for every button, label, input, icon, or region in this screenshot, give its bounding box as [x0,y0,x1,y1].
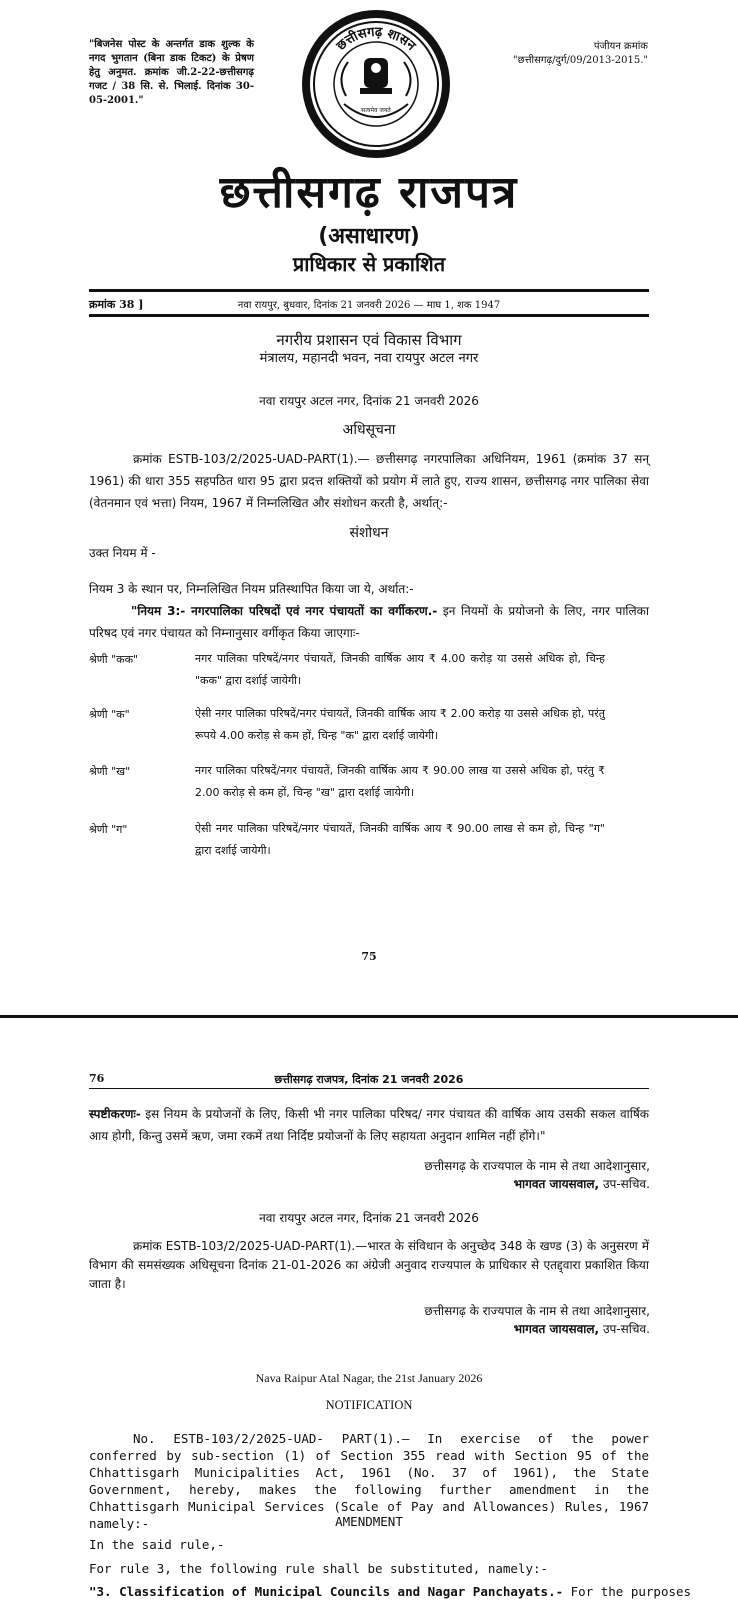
seal-icon [300,8,452,160]
running-head: छत्तीसगढ़ राजपत्र, दिनांक 21 जनवरी 2026 [274,1073,464,1086]
category-text: ऐसी नगर पालिका परिषदें/नगर पंचायतें, जिनकी वार्षिक आय ₹ 90.00 लाख से कम हो, चिन्ह "ग" द्वारा दर्शाई जायेगी। [195,822,605,857]
date-line-2: नवा रायपुर अटल नगर, दिनांक 21 जनवरी 2026 [259,1211,479,1225]
gazette-title: छत्तीसगढ़ राजपत्र [219,167,519,218]
english-date-line: Nava Raipur Atal Nagar, the 21st January 2026 [255,1371,483,1385]
seal-motto: सत्यमेव जयते [361,107,391,114]
registration-block [488,40,648,68]
english-said-rule: In the said rule,- [89,1537,225,1552]
explanation-text: इस नियम के प्रयोजनों के लिए, किसी भी नगर पालिका परिषद/ नगर पंचायत की वार्षिक आय उसकी सकल वार्षिक आय होगी, किन्तु उसमें ऋण, जमा रकमें तथा निर्दिष्ट प्रयोजनों के लिए सहायता अनुदान शामिल नहीं होंगे।" [89,1107,649,1143]
signature-block-2 [300,1302,650,1338]
english-substitution: For rule 3, the following rule shall be substituted, namely:- [89,1561,549,1576]
category-label: श्रेणी "ख" [89,765,131,778]
notification-intro: क्रमांक ESTB-103/2/2025-UAD-PART(1).— छत्तीसगढ़ नगरपालिका अधिनियम, 1961 (क्रमांक 37 सन् 1961) की धारा 355 सहपठित धारा 95 द्वारा प्रदत्त शक्तियों को प्रयोग में लाते हुए, राज्य शासन, छत्तीसगढ़ नगर पालिका सेवा (वेतनमान एवं भत्ता) नियम, 1967 में निम्नलिखित और संशोधन करती है, अर्थात्:- [89,452,649,510]
page-number: 75 [361,950,377,963]
substitution-line: नियम 3 के स्थान पर, निम्नलिखित नियम प्रतिस्थापित किया जा ये, अर्थात:- [89,582,414,596]
extraordinary-label: (असाधारण) [318,224,420,249]
signature-order: छत्तीसगढ़ के राज्यपाल के नाम से तथा आदेशानुसार, [424,1159,650,1173]
rule3-text: इन नियमों के प्रयोजनो के लिए, नगर पालिका परिषद एवं नगर पंचायत को निम्नानुसार वर्गीकृत किया जाएगाः- [89,604,649,640]
rule3-paragraph [89,600,649,644]
category-label: श्रेणी "ग" [89,823,128,836]
registration-number: "छत्तीसगढ़/दुर्ग/09/2013-2015." [513,55,648,66]
explanation-label: स्पष्टीकरणः- [89,1107,141,1121]
department-address: मंत्रालय, महानदी भवन, नवा रायपुर अटल नगर [259,351,479,366]
date-line: नवा रायपुर अटल नगर, दिनांक 21 जनवरी 2026 [259,394,479,408]
seal-text: छत्तीसगढ़ शासन [333,24,419,54]
category-label: श्रेणी "कक" [89,653,139,666]
page-number: 76 [89,1072,105,1085]
english-intro: No. ESTB-103/2/2025-UAD- PART(1).— In exercise of the power conferred by sub-section (1) of Section 355 read with Section 95 of the Chhattisgarh Municipalities Act, 1961 (No. 37 of 1961), the State Government, hereby, makes the following further amendment in the Chhattisgarh Municipal Services (Scale of Pay and Allowances) Rules, 1967 namely:- [89,1431,649,1531]
signatory-name: भागवत जायसवाल, [513,1177,600,1191]
english-rule3 [89,1584,691,1599]
registration-label: पंजीयन क्रमांक [593,41,648,52]
category-text: नगर पालिका परिषदें/नगर पंचायतें, जिनकी वार्षिक आय ₹ 90.00 लाख या उससे अधिक हो, परंतु ₹ 2.00 करोड़ से कम हों, चिन्ह "ख" द्वारा दर्शाई जायेगी। [195,764,605,799]
postal-notice: "बिजनेस पोस्ट के अन्तर्गत डाक शुल्क के नगद भुगतान (बिना डाक टिकट) के प्रेषण हेतु अनुमत. क्रमांक जी.2-22-छत्तीसगढ़ गजट / 38 सि. से. भिलाई. दिनांक 30-05-2001." [89,39,254,106]
department-name: नगरीय प्रशासन एवं विकास विभाग [276,331,462,349]
explanation-paragraph [89,1103,649,1147]
signature-order: छत्तीसगढ़ के राज्यपाल के नाम से तथा आदेशानुसार, [424,1304,650,1318]
state-seal [300,8,452,160]
in-said-rules: उक्त नियम में - [89,546,156,560]
category-text: नगर पालिका परिषदें/नगर पंचायतें, जिनकी वार्षिक आय ₹ 4.00 करोड़ या उससे अधिक हो, चिन्ह "कक" द्वारा दर्शाई जायेगी। [195,652,605,687]
rule3-heading: "नियम 3:- नगरपालिका परिषदों एवं नगर पंचायतों का वर्गीकरण.- [131,604,438,618]
running-head-rule [89,1088,649,1089]
signatory-name: भागवत जायसवाल, [513,1322,600,1336]
amendment-title: संशोधन [349,525,389,541]
header-rule-bottom [89,314,649,317]
english-rule3-text: For the purposes [563,1584,692,1599]
english-rule3-heading: "3. Classification of Municipal Councils and Nagar Panchayats.- [89,1584,564,1599]
category-text: ऐसी नगर पालिका परिषदें/नगर पंचायतें, जिनकी वार्षिक आय ₹ 2.00 करोड़ या उससे अधिक हो, परंतु रूपये 4.00 करोड़ से कम हों, चिन्ह "क" द्वारा दर्शाई जायेगी। [195,707,605,742]
page-separator [0,1015,738,1018]
issue-number: क्रमांक 38 ] [89,298,144,311]
signature-block-1 [300,1157,650,1193]
signatory-title: उप-सचिव. [599,1322,650,1336]
translation-note: क्रमांक ESTB-103/2/2025-UAD-PART(1).—भारत के संविधान के अनुच्छेद 348 के खण्ड (3) के अनुसरण में विभाग की समसंख्यक अधिसूचना दिनांक 21-01-2026 का अंग्रेजी अनुवाद राज्यपाल के प्राधिकार से एतद्द्वारा प्रकाशित किया जाता है। [89,1239,649,1291]
category-label: श्रेणी "क" [89,708,130,721]
english-notification-title: NOTIFICATION [325,1398,413,1412]
header-rule-top [89,289,649,292]
issue-line: नवा रायपुर, बुधवार, दिनांक 21 जनवरी 2026 — माघ 1, शक 1947 [237,300,501,311]
english-amendment-title: AMENDMENT [335,1514,403,1529]
authority-label: प्राधिकार से प्रकाशित [292,252,446,276]
notification-title: अधिसूचना [342,422,396,438]
signatory-title: उप-सचिव. [599,1177,650,1191]
